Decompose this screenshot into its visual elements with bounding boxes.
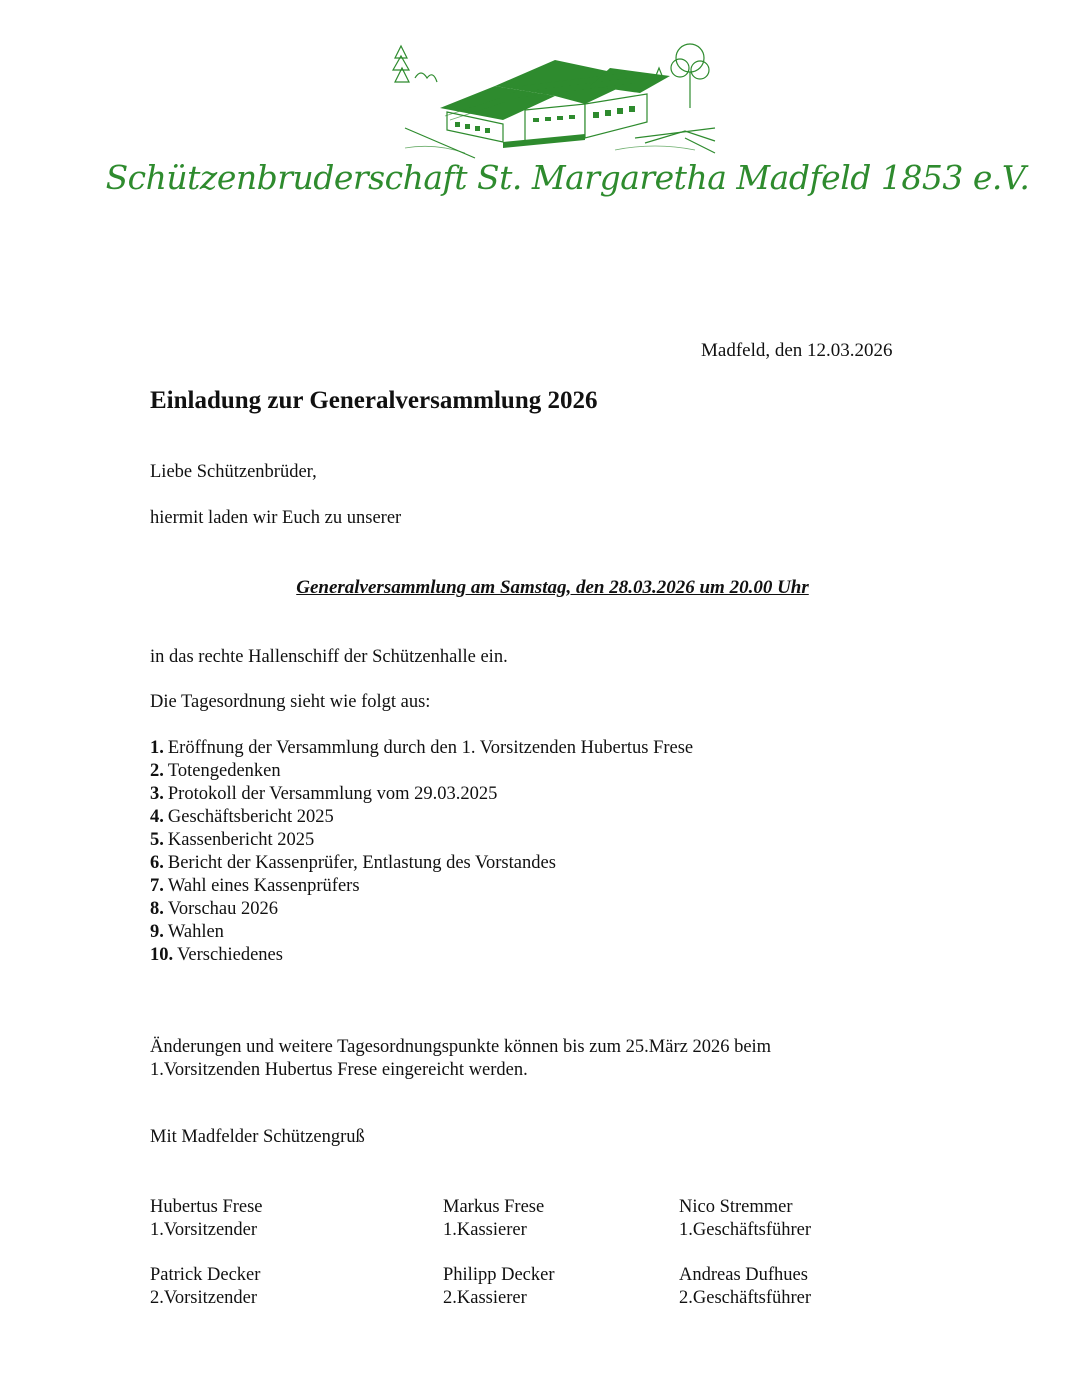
agenda-item-text: Eröffnung der Versammlung durch den 1. Vorsitzenden Hubertus Frese <box>167 738 694 758</box>
signatory-name: Philipp Decker <box>443 1265 555 1285</box>
document-title: Einladung zur Generalversammlung 2026 <box>150 387 598 414</box>
agenda-item-number: 8. <box>150 899 164 919</box>
agenda-item-text: Verschiedenes <box>177 945 283 965</box>
agenda-item-text: Vorschau 2026 <box>167 899 279 919</box>
agenda-item-number: 10. <box>150 945 174 965</box>
signatory <box>679 1264 811 1310</box>
agenda-item-text: Wahlen <box>167 922 224 942</box>
signatory-role: 1.Geschäftsführer <box>679 1220 812 1240</box>
signatory <box>443 1264 555 1310</box>
agenda-item-text: Protokoll der Versammlung vom 29.03.2025 <box>167 784 498 804</box>
agenda-item-number: 1. <box>150 738 164 758</box>
location-text: in das rechte Hallenschiff der Schützenhalle ein. <box>150 647 508 667</box>
salutation: Liebe Schützenbrüder, <box>150 462 317 482</box>
signatory <box>443 1196 544 1242</box>
agenda-item-text: Geschäftsbericht 2025 <box>167 807 334 827</box>
changes-line-1: Änderungen und weitere Tagesordnungspunkte können bis zum 25.März 2026 beim <box>150 1037 772 1057</box>
signatory-role: 2.Geschäftsführer <box>679 1288 812 1308</box>
signatory-role: 2.Kassierer <box>443 1288 527 1308</box>
signatory-name: Markus Frese <box>443 1197 545 1217</box>
event-headline: Generalversammlung am Samstag, den 28.03.2026 um 20.00 Uhr <box>296 577 809 598</box>
agenda-item <box>150 783 693 806</box>
agenda-item-text: Wahl eines Kassenprüfers <box>167 876 360 896</box>
signatory-name: Patrick Decker <box>150 1265 261 1285</box>
agenda-item <box>150 875 693 898</box>
agenda-list <box>150 737 693 967</box>
signatory-name: Nico Stremmer <box>679 1197 793 1217</box>
signatory <box>150 1196 263 1242</box>
intro-text: hiermit laden wir Euch zu unserer <box>150 508 402 528</box>
signatory-role: 1.Vorsitzender <box>150 1220 258 1240</box>
agenda-item <box>150 898 693 921</box>
signatory <box>150 1264 260 1310</box>
agenda-item <box>150 852 693 875</box>
agenda-item <box>150 829 693 852</box>
agenda-item-text: Totengedenken <box>167 761 281 781</box>
agenda-item-text: Bericht der Kassenprüfer, Entlastung des Vorstandes <box>167 853 556 873</box>
agenda-item-number: 5. <box>150 830 164 850</box>
agenda-item <box>150 806 693 829</box>
changes-notice <box>150 1036 850 1081</box>
agenda-item-number: 6. <box>150 853 164 873</box>
changes-line-2: 1.Vorsitzenden Hubertus Frese eingereicht werden. <box>150 1059 528 1080</box>
agenda-item-number: 4. <box>150 807 164 827</box>
agenda-item <box>150 737 693 760</box>
club-name: Schützenbruderschaft St. Margaretha Madfeld 1853 e.V. <box>105 158 1030 197</box>
agenda-item-text: Kassenbericht 2025 <box>167 830 315 850</box>
date-line: Madfeld, den 12.03.2026 <box>701 340 893 361</box>
agenda-item-number: 7. <box>150 876 164 896</box>
agenda-item-number: 9. <box>150 922 164 942</box>
agenda-item <box>150 921 693 944</box>
agenda-item-number: 3. <box>150 784 164 804</box>
club-hall-illustration-icon <box>385 38 720 168</box>
signatory-role: 1.Kassierer <box>443 1220 527 1240</box>
closing-greeting: Mit Madfelder Schützengruß <box>150 1127 365 1147</box>
agenda-item <box>150 760 693 783</box>
agenda-item-number: 2. <box>150 761 164 781</box>
signatory <box>679 1196 811 1242</box>
signatory-role: 2.Vorsitzender <box>150 1288 258 1308</box>
agenda-intro: Die Tagesordnung sieht wie folgt aus: <box>150 692 431 712</box>
signatory-name: Hubertus Frese <box>150 1197 263 1217</box>
signatory-name: Andreas Dufhues <box>679 1265 808 1285</box>
agenda-item <box>150 944 693 967</box>
